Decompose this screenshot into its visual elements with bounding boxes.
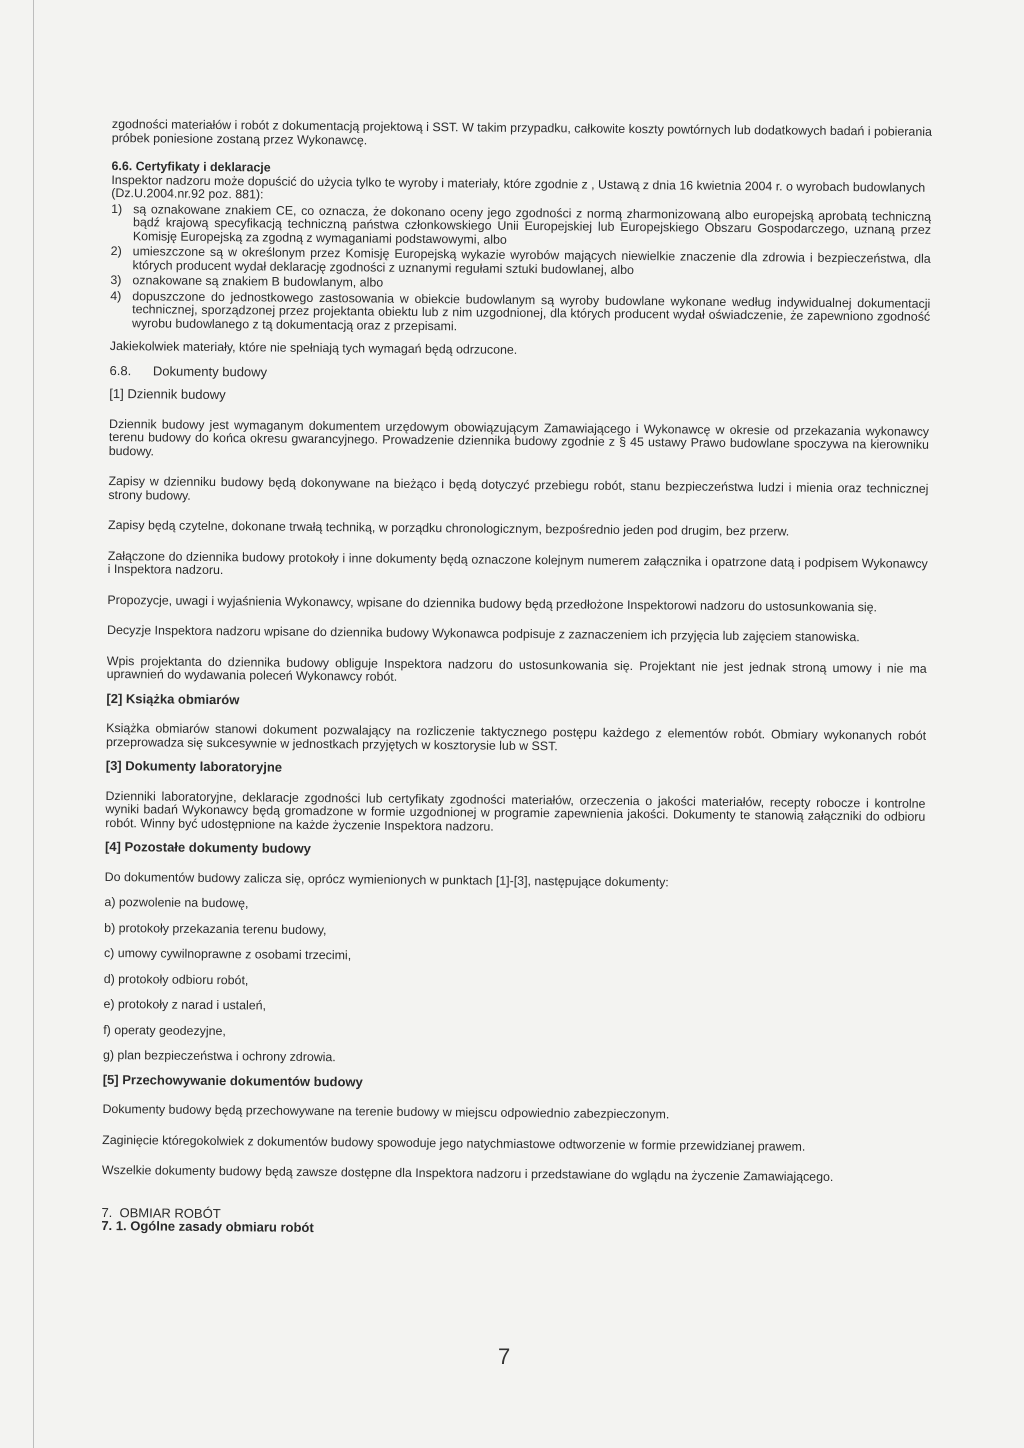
storage-paragraph: Wszelkie dokumenty budowy będą zawsze dostępne dla Inspektora nadzoru i przedstawiane do wglądu na życzenie Zamawiającego. xyxy=(101,1162,834,1184)
section-7-1-title: 7. 1. Ogólne zasady obmiaru robót xyxy=(101,1217,314,1235)
list-item-text: dopuszczone do jednostkowego zastosowania w obiekcie budowlanym są wyroby budowlane wykonane według indywidualnej dokumentacji technicznej, sporządzonej przez projektanta obiektu lub z nim uzgodnionej, dla których producent wydał oświadczenie, że zapewniono zgodność wyrobu budowlanego z tą dokumentacją oraz z przepisami. xyxy=(131,288,931,333)
section-6-8-title: 6.8. Dokumenty budowy xyxy=(109,362,268,380)
list-item: f) operaty geodezyjne, xyxy=(103,1022,226,1038)
storage-paragraph: Zaginięcie któregokolwiek z dokumentów budowy spowoduje jego natychmiastowe odtworzenie w formie przewidzianej prawem. xyxy=(102,1132,806,1154)
diary-paragraph: Propozycje, uwagi i wyjaśnienia Wykonawcy, wpisane do dziennika budowy będą przedłożone Inspektorowi nadzoru do ustosunkowania się. xyxy=(107,592,878,614)
list-item: b) protokoły przekazania terenu budowy, xyxy=(104,920,327,937)
list-item-text: umieszczone są w określonym przez Komisję Europejską wykazie wyrobów mających niewielkie znaczenie dla zdrowia i bezpieczeństwa, dla których producent wydał deklarację zgodności z uznanymi regułami sztuki budowlanej, albo xyxy=(132,244,931,277)
lab-docs-title: [3] Dokumenty laboratoryjne xyxy=(105,757,283,775)
certification-list xyxy=(110,202,931,337)
other-docs-list xyxy=(103,896,925,1070)
list-item: d) protokoły odbioru robót, xyxy=(103,971,249,987)
list-item-text: są oznakowane znakiem CE, co oznacza, że dokonano oceny jego zgodności z normą zharmonizowaną albo europejską aprobatą techniczną bądź krajową specyfikacją techniczną państwa członkowskiego Unii Europejskiej lub Europejskiego Obszaru Gospodarczego, uznaną przez Komisję Europejską za zgodną z wymaganiami podstawowymi, albo xyxy=(132,201,932,247)
diary-paragraph: Decyzje Inspektora nadzoru wpisane do dziennika budowy Wykonawca podpisuje z zaznaczeniem ich przyjęcia lub zajęciem stanowiska. xyxy=(107,622,860,645)
measure-book-title: [2] Książka obmiarów xyxy=(106,690,240,707)
measure-book-paragraph: Książka obmiarów stanowi dokument pozwalający na rozliczenie taktycznego postępu każdego z elementów robót. Obmiary wykonanych robót przeprowadza się sukcesywnie w jednostkach przyjętych w kosztorysie lub w SST. xyxy=(105,720,927,753)
list-item-number: 2) xyxy=(110,243,122,259)
storage-title: [5] Przechowywanie dokumentów budowy xyxy=(102,1071,363,1089)
diary-paragraph: Dziennik budowy jest wymaganym dokumentem urzędowym obowiązującym Zamawiającego i Wykonawcę w okresie od przekazania wykonawcy terenu budowy do końca okresu gwarancyjnego. Prowadzenie dziennika budowy zgodnie z § 45 ustawy Prawo budowlane spoczywa na kierowniku budowy. xyxy=(108,416,930,458)
diary-paragraph: Załączone do dziennika budowy protokoły i inne dokumenty będą oznaczone kolejnym numerem załącznika i opatrzone datą i podpisem Wykonawcy i Inspektora nadzoru. xyxy=(107,548,928,578)
scan-edge-line xyxy=(33,0,34,1448)
other-docs-intro: Do dokumentów budowy zalicza się, oprócz wymienionych w punktach [1]-[3], następujące dokumenty: xyxy=(104,869,669,889)
list-item-number: 3) xyxy=(110,272,122,288)
section-6-6-intro: Inspektor nadzoru może dopuścić do użycia tylko te wyroby i materiały, które zgodnie z , Ustawą z dnia 16 kwietnia 2004 r. o wyrobach budowlanych (Dz.U.2004.nr.92 poz. 881): xyxy=(111,172,926,202)
page-number: 7 xyxy=(498,1344,511,1369)
section-7-title: 7. OBMIAR ROBÓT xyxy=(101,1204,221,1221)
list-item: e) protokoły z narad i ustaleń, xyxy=(103,996,267,1013)
other-docs-title: [4] Pozostałe dokumenty budowy xyxy=(104,838,311,856)
list-item: c) umowy cywilnoprawne z osobami trzecimi, xyxy=(103,945,352,963)
page-content xyxy=(101,118,932,1240)
list-item-number: 4) xyxy=(110,288,122,303)
list-item-text: oznakowane są znakiem B budowlanym, albo xyxy=(132,273,384,290)
intro-paragraph: zgodności materiałów i robót z dokumentacją projektową i SST. W takim przypadku, całkowite koszty powtórnych lub dodatkowych badań i pobierania próbek poniesione zostaną przez Wykonawcę. xyxy=(111,117,932,147)
list-item xyxy=(110,289,930,337)
storage-paragraph: Dokumenty budowy będą przechowywane na terenie budowy w miejscu odpowiednio zabezpieczonym. xyxy=(102,1101,670,1122)
lab-docs-paragraph: Dzienniki laboratoryjne, deklaracje zgodności lub certyfikaty zgodności materiałów, orzeczenia o jakości materiałów, recepty robocze i kontrolne wyniki badań Wykonawcy będą gromadzone w formie uzgodnionej w programie zapewnienia jakości. Dokumenty te stanowią załączniki do odbioru robót. Winny być udostępnione na każde życzenie Inspektora nadzoru. xyxy=(105,788,926,834)
diary-paragraph: Wpis projektanta do dziennika budowy obliguje Inspektora nadzoru do ustosunkowania się. Projektant nie jest jednak stroną umowy i nie ma uprawnień do wydawania poleceń Wykonawcy robót. xyxy=(106,653,927,684)
list-item-number: 1) xyxy=(111,201,123,216)
list-item xyxy=(111,202,931,250)
section-6-6-title: 6.6. Certyfikaty i deklaracje xyxy=(111,158,271,175)
list-item: g) plan bezpieczeństwa i ochrony zdrowia. xyxy=(102,1047,336,1065)
list-item: a) pozwolenie na budowę, xyxy=(104,894,249,911)
diary-paragraph: Zapisy będą czytelne, dokonane trwałą techniką, w porządku chronologicznym, bezpośrednio jeden pod drugim, bez przerw. xyxy=(108,517,790,539)
diary-title: [1] Dziennik budowy xyxy=(109,385,226,403)
section-6-6-closing: Jakiekolwiek materiały, które nie spełniają tych wymagań będą odrzucone. xyxy=(109,338,518,357)
diary-paragraph: Zapisy w dzienniku budowy będą dokonywane na bieżąco i będą dotyczyć przebiegu robót, stanu bezpieczeństwa ludzi i mienia oraz technicznej strony budowy. xyxy=(108,473,929,503)
